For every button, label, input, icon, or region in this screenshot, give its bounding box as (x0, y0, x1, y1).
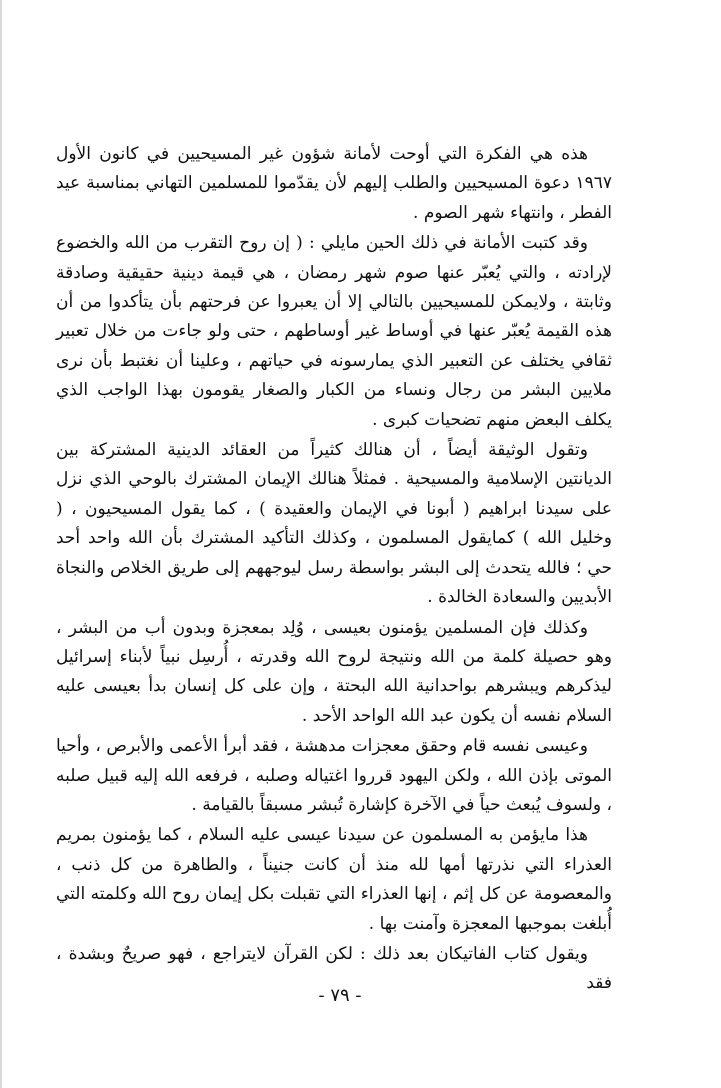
paragraph-5: وعيسى نفسه قام وحقق معجزات مدهشة ، فقد أبرأ الأعمى والأبرص ، وأحيا الموتى بإذن الله ، ولكن اليهود قرروا اغتياله وصلبه ، فرفعه الله إليه قبيل صلبه ، ولسوف يُبعث حياً في الآخرة كإشارة تُبشر مسبقاً بالقيامة . (56, 736, 612, 815)
page-edge-shadow (0, 0, 2, 1088)
document-body (56, 140, 612, 1000)
paragraph-2: وقد كتبت الأمانة في ذلك الحين مايلي : ( إن روح التقرب من الله والخضوع لإرادته ، والتي يُعبّر عنها صوم شهر رمضان ، هي قيمة دينية حقيقية وصادقة وثابتة ، ولايمكن للمسيحيين بالتالي إلا أن يعبروا عن فرحتهم بأن يتأكدوا من أن هذه القيمة يُعبّر عنها في أوساط غير أوساطهم ، حتى ولو جاءت من خلال تعبير ثقافي يختلف عن التعبير الذي يمارسونه في حياتهم ، وعلينا أن نغتبط بأن نرى ملايين البشر من رجال ونساء من الكبار والصغار يقومون بهذا الواجب الذي يكلف البعض منهم تضحيات كبرى . (56, 233, 612, 430)
paragraph-7: ويقول كتاب الفاتيكان بعد ذلك : لكن القرآن لايتراجع ، فهو صريحٌ وبشدة ، فقد (56, 943, 612, 994)
paragraph-3: وتقول الوثيقة أيضاً ، أن هنالك كثيراً من العقائد الدينية المشتركة بين الديانتين الإسلامية والمسيحية . فمثلاً هنالك الإيمان المشترك بالوحي الذي نزل على سيدنا ابراهيم ( أبونا في الإيمان والعقيدة ) ، كما يقول المسيحيون ، ( وخليل الله ) كمايقول المسلمون ، وكذلك التأكيد المشترك بأن الله واحد أحد حي ؛ فالله يتحدث إلى البشر بواسطة رسل ليوجههم إلى طريق الخلاص والنجاة الأبديين والسعادة الخالدة . (56, 440, 612, 608)
page-number: - ٧٩ - (318, 985, 362, 1006)
paragraph-6: هذا مايؤمن به المسلمون عن سيدنا عيسى عليه السلام ، كما يؤمنون بمريم العذراء التي نذرتها أمها لله منذ أن كانت جنيناً ، والطاهرة من كل ذنب ، والمعصومة عن كل إثم ، إنها العذراء التي تقبلت بكل إيمان روح الله وكلمته التي أُبلغت بموجبها المعجزة وآمنت بها . (56, 825, 612, 934)
paragraph-4: وكذلك فإن المسلمين يؤمنون بعيسى ، وُلِد بمعجزة وبدون أب من البشر ، وهو حصيلة كلمة من الله ونتيجة لروح الله وقدرته ، أُرسِل نبياً لأبناء إسرائيل ليذكرهم ويبشرهم بواحدانية الله البحتة ، وإن على كل إنسان بدأ بعيسى عليه السلام نفسه أن يكون عبد الله الواحد الأحد . (56, 617, 612, 726)
paragraph-1: هذه هي الفكرة التي أوحت لأمانة شؤون غير المسيحيين في كانون الأول ١٩٦٧ دعوة المسيحيين والطلب إليهم لأن يقدّموا للمسلمين التهاني بمناسبة عيد الفطر ، وانتهاء شهر الصوم . (56, 144, 612, 223)
